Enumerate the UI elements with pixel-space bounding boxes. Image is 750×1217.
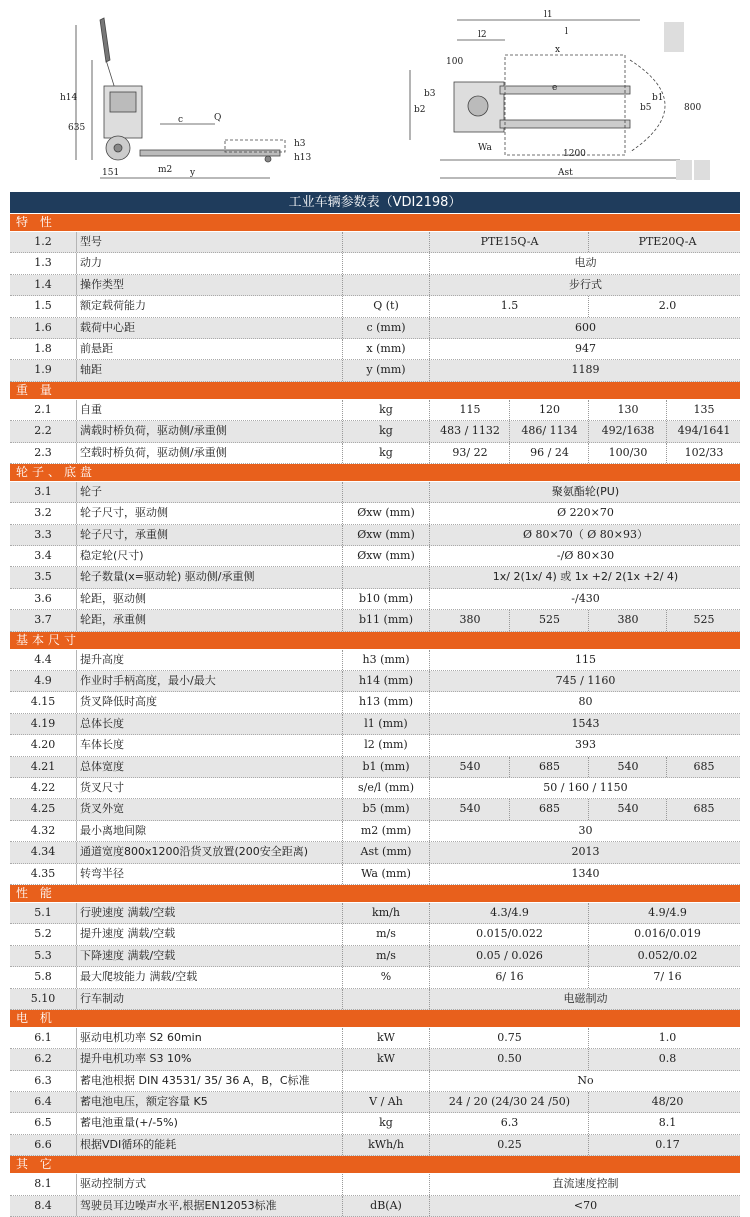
row-name: 提升速度 满载/空载	[80, 927, 176, 941]
row-unit: Wa (mm)	[342, 864, 430, 884]
row-value: 50 / 160 / 1150	[543, 780, 628, 794]
row-unit: s/e/l (mm)	[342, 778, 430, 798]
spec-row	[10, 400, 740, 421]
row-name: 货叉降低时高度	[80, 695, 157, 709]
top-view-drawing	[410, 20, 710, 180]
row-code: 5.8	[10, 967, 77, 987]
row-value: 1543	[571, 716, 600, 730]
row-unit: kg	[342, 1113, 430, 1133]
spec-row	[10, 1135, 740, 1156]
spec-row	[10, 360, 740, 381]
row-value: 1.0	[588, 1028, 746, 1048]
row-value: 600	[575, 320, 596, 334]
row-code: 1.6	[10, 318, 77, 338]
row-unit: h13 (mm)	[342, 692, 430, 712]
row-unit: Q (t)	[342, 296, 430, 316]
spec-row	[10, 903, 740, 924]
row-name: 满载时桥负荷，驱动侧/承重侧	[80, 424, 227, 438]
row-name: 提升电机功率 S3 10%	[80, 1052, 192, 1066]
row-value: 492/1638	[588, 421, 667, 441]
row-code: 5.1	[10, 903, 77, 923]
row-name: 行车制动	[80, 991, 124, 1005]
row-name: 作业时手柄高度，最小/最大	[80, 674, 216, 688]
row-code: 3.5	[10, 567, 77, 587]
spec-row	[10, 924, 740, 945]
spec-row	[10, 253, 740, 274]
row-unit: Øxw (mm)	[342, 546, 430, 566]
row-unit: V / Ah	[342, 1092, 430, 1112]
row-unit: m/s	[342, 924, 430, 944]
row-unit: l1 (mm)	[342, 714, 430, 734]
row-unit: b11 (mm)	[342, 610, 430, 630]
row-code: 6.4	[10, 1092, 77, 1112]
dim-label: 800	[684, 103, 702, 113]
spec-row	[10, 421, 740, 442]
row-value: 525	[666, 610, 741, 630]
dim-label: Q	[214, 113, 222, 123]
row-value: 494/1641	[666, 421, 741, 441]
dim-label: b3	[424, 89, 436, 99]
row-code: 4.9	[10, 671, 77, 691]
row-value: PTE15Q-A	[480, 235, 539, 248]
row-code: 1.8	[10, 339, 77, 359]
row-name: 轮距，驱动侧	[80, 591, 146, 605]
dim-label: y	[190, 168, 196, 178]
row-name: 驱动电机功率 S2 60min	[80, 1030, 202, 1044]
row-value: 0.8	[588, 1049, 746, 1069]
row-name: 轮距，承重侧	[80, 613, 146, 627]
row-code: 8.1	[10, 1174, 77, 1194]
row-name: 前悬距	[80, 341, 113, 355]
row-value: 0.05 / 0.026	[476, 948, 543, 962]
row-unit: kW	[342, 1028, 430, 1048]
row-value: No	[577, 1073, 594, 1087]
row-value: 483 / 1132	[440, 424, 500, 438]
section-header: 特 性	[10, 214, 740, 232]
row-value: 947	[575, 341, 596, 355]
row-code: 4.19	[10, 714, 77, 734]
row-code: 3.2	[10, 503, 77, 523]
row-value: Ø 220×70	[557, 506, 614, 520]
dim-label: b2	[414, 105, 426, 115]
row-value: 聚氨酯轮(PU)	[551, 484, 620, 498]
row-unit: h14 (mm)	[342, 671, 430, 691]
spec-row	[10, 546, 740, 567]
row-name: 载荷中心距	[80, 320, 135, 334]
row-value: 0.015/0.022	[476, 927, 543, 941]
row-unit	[342, 989, 430, 1009]
row-value: 102/33	[666, 443, 741, 463]
row-value: 48/20	[588, 1092, 746, 1112]
spec-row	[10, 1028, 740, 1049]
row-value: 393	[575, 738, 596, 752]
row-unit: Øxw (mm)	[342, 525, 430, 545]
row-value: 80	[578, 695, 593, 709]
row-code: 6.1	[10, 1028, 77, 1048]
spec-row	[10, 1049, 740, 1070]
row-value: 380	[459, 613, 481, 627]
row-value: 0.016/0.019	[588, 924, 746, 944]
row-name: 转弯半径	[80, 866, 124, 880]
row-name: 自重	[80, 402, 102, 416]
row-value: 0.052/0.02	[588, 946, 746, 966]
row-value: 93/ 22	[452, 445, 488, 459]
row-name: 蓄电池电压，额定容量 K5	[80, 1095, 208, 1109]
row-value: 525	[509, 610, 589, 630]
row-unit: dB(A)	[342, 1196, 430, 1216]
dim-label: b1	[652, 93, 664, 103]
spec-row	[10, 296, 740, 317]
row-code: 4.32	[10, 821, 77, 841]
row-code: 2.2	[10, 421, 77, 441]
row-name: 驱动控制方式	[80, 1177, 146, 1191]
row-value: 6/ 16	[495, 970, 524, 984]
spec-row	[10, 1071, 740, 1092]
row-code: 1.9	[10, 360, 77, 380]
spec-row	[10, 443, 740, 464]
row-unit: kW	[342, 1049, 430, 1069]
row-unit: km/h	[342, 903, 430, 923]
row-value: 100/30	[588, 443, 667, 463]
row-value: 540	[588, 757, 667, 777]
row-value: 6.3	[500, 1116, 519, 1130]
row-value: -/Ø 80×30	[556, 549, 615, 563]
row-value: 0.75	[497, 1030, 522, 1044]
row-code: 1.2	[10, 232, 77, 252]
row-code: 4.25	[10, 799, 77, 819]
row-name: 货叉外宽	[80, 802, 124, 816]
row-code: 5.2	[10, 924, 77, 944]
row-name: 蓄电池根据 DIN 43531/ 35/ 36 A，B，C标准	[80, 1073, 310, 1087]
row-unit	[342, 567, 430, 587]
row-code: 4.34	[10, 842, 77, 862]
spec-row	[10, 1174, 740, 1195]
row-value: 120	[509, 400, 589, 420]
spec-row	[10, 232, 740, 253]
row-unit: kg	[342, 443, 430, 463]
dim-label: h14	[60, 93, 78, 103]
dim-label: c	[178, 115, 184, 125]
row-value: Ø 80×70（ Ø 80×93）	[523, 527, 648, 541]
row-value: 2013	[571, 845, 600, 859]
row-unit: b5 (mm)	[342, 799, 430, 819]
row-name: 型号	[80, 235, 102, 248]
row-unit	[342, 482, 430, 502]
row-name: 提升高度	[80, 652, 124, 666]
row-unit: c (mm)	[342, 318, 430, 338]
row-value: <70	[573, 1198, 598, 1212]
dim-label: l2	[478, 30, 487, 40]
row-code: 5.3	[10, 946, 77, 966]
row-unit: b1 (mm)	[342, 757, 430, 777]
row-name: 驾驶员耳边噪声水平,根据EN12053标准	[80, 1198, 277, 1212]
spec-table	[10, 214, 740, 1217]
row-unit: m2 (mm)	[342, 821, 430, 841]
row-code: 1.4	[10, 275, 77, 295]
spec-row	[10, 275, 740, 296]
row-value: 4.3/4.9	[490, 905, 529, 919]
spec-row	[10, 799, 740, 820]
dim-label: m2	[158, 165, 173, 175]
row-name: 货叉尺寸	[80, 780, 124, 794]
spec-row	[10, 842, 740, 863]
row-value: 4.9/4.9	[588, 903, 746, 923]
row-unit	[342, 1174, 430, 1194]
section-header: 其 它	[10, 1156, 740, 1174]
dim-label: e	[552, 83, 558, 93]
row-value: 1340	[571, 866, 600, 880]
row-name: 轮子数量(x=驱动轮) 驱动侧/承重侧	[80, 570, 255, 584]
spec-row	[10, 714, 740, 735]
row-value: 380	[588, 610, 667, 630]
spec-row	[10, 589, 740, 610]
row-name: 轮子尺寸，承重侧	[80, 527, 168, 541]
row-value: 步行式	[569, 277, 602, 291]
row-name: 行驶速度 满载/空载	[80, 905, 176, 919]
row-name: 操作类型	[80, 277, 124, 291]
section-header: 性 能	[10, 885, 740, 903]
row-value: 7/ 16	[588, 967, 746, 987]
row-name: 稳定轮(尺寸)	[80, 549, 144, 563]
row-value: 685	[666, 799, 741, 819]
row-value: -/430	[571, 591, 600, 605]
row-value: 486/ 1134	[509, 421, 589, 441]
row-unit: l2 (mm)	[342, 735, 430, 755]
row-value: 745 / 1160	[555, 674, 616, 688]
section-header: 重 量	[10, 382, 740, 400]
dim-label: l1	[544, 10, 553, 20]
row-code: 6.5	[10, 1113, 77, 1133]
row-code: 2.3	[10, 443, 77, 463]
row-value: 685	[509, 757, 589, 777]
row-value: 540	[588, 799, 667, 819]
dim-label: h13	[294, 153, 312, 163]
row-unit: Øxw (mm)	[342, 503, 430, 523]
row-code: 2.1	[10, 400, 77, 420]
row-value: 2.0	[588, 296, 746, 316]
spec-row	[10, 821, 740, 842]
row-unit: kWh/h	[342, 1135, 430, 1155]
row-unit: m/s	[342, 946, 430, 966]
row-value: 540	[459, 759, 481, 773]
row-value: 8.1	[588, 1113, 746, 1133]
row-value: 30	[578, 823, 593, 837]
dim-label: b5	[640, 103, 652, 113]
row-unit: %	[342, 967, 430, 987]
spec-row	[10, 650, 740, 671]
spec-row	[10, 339, 740, 360]
row-name: 空载时桥负荷，驱动侧/承重侧	[80, 445, 227, 459]
row-unit: y (mm)	[342, 360, 430, 380]
row-code: 6.2	[10, 1049, 77, 1069]
spec-row	[10, 610, 740, 631]
row-code: 4.35	[10, 864, 77, 884]
row-name: 轮子尺寸，驱动侧	[80, 506, 168, 520]
dim-label: 1200	[563, 149, 586, 159]
row-value: 96 / 24	[509, 443, 589, 463]
row-unit	[342, 232, 430, 252]
row-name: 最小离地间隙	[80, 823, 146, 837]
spec-row	[10, 482, 740, 503]
row-code: 6.6	[10, 1135, 77, 1155]
spec-row	[10, 967, 740, 988]
row-name: 总体长度	[80, 716, 124, 730]
row-value: 0.50	[497, 1052, 522, 1066]
row-unit	[342, 1071, 430, 1091]
spec-row	[10, 757, 740, 778]
row-code: 8.4	[10, 1196, 77, 1216]
row-name: 通道宽度800x1200沿货叉放置(200安全距离)	[80, 845, 309, 859]
row-name: 轮子	[80, 484, 102, 498]
row-unit: kg	[342, 421, 430, 441]
row-name: 车体长度	[80, 738, 124, 752]
spec-row	[10, 1092, 740, 1113]
dim-label: l	[565, 27, 568, 37]
row-unit: x (mm)	[342, 339, 430, 359]
row-value: 115	[459, 402, 481, 416]
row-code: 5.10	[10, 989, 77, 1009]
row-value: 685	[666, 757, 741, 777]
spec-row	[10, 778, 740, 799]
row-value: 24 / 20 (24/30 24 /50)	[448, 1095, 571, 1109]
dim-label: 635	[68, 123, 86, 133]
row-code: 4.22	[10, 778, 77, 798]
row-unit	[342, 253, 430, 273]
row-code: 1.3	[10, 253, 77, 273]
row-unit: b10 (mm)	[342, 589, 430, 609]
row-code: 3.1	[10, 482, 77, 502]
dim-label: h3	[294, 139, 306, 149]
row-value: 1.5	[500, 299, 519, 313]
row-unit: kg	[342, 400, 430, 420]
section-header: 电 机	[10, 1010, 740, 1028]
row-name: 额定载荷能力	[80, 299, 146, 313]
spec-row	[10, 1113, 740, 1134]
spec-row	[10, 525, 740, 546]
row-value: 直流速度控制	[552, 1177, 619, 1191]
row-name: 根据VDI循环的能耗	[80, 1137, 177, 1151]
row-value: 135	[666, 400, 741, 420]
spec-row	[10, 318, 740, 339]
spec-row	[10, 735, 740, 756]
dim-label: 100	[446, 57, 464, 67]
row-code: 1.5	[10, 296, 77, 316]
row-code: 4.20	[10, 735, 77, 755]
side-view-drawing	[76, 18, 285, 178]
row-value: 电动	[574, 256, 597, 270]
row-name: 动力	[80, 256, 102, 270]
row-code: 3.6	[10, 589, 77, 609]
dim-label: Wa	[478, 143, 492, 153]
row-name: 轴距	[80, 363, 102, 377]
row-value: 0.17	[588, 1135, 746, 1155]
row-code: 4.15	[10, 692, 77, 712]
row-code: 4.4	[10, 650, 77, 670]
spec-row	[10, 864, 740, 885]
dim-label: Ast	[558, 168, 573, 178]
row-name: 蓄电池重量(+/-5%)	[80, 1116, 178, 1130]
row-value: 130	[588, 400, 667, 420]
row-code: 6.3	[10, 1071, 77, 1091]
row-unit: h3 (mm)	[342, 650, 430, 670]
row-code: 3.3	[10, 525, 77, 545]
row-value: 115	[575, 652, 596, 666]
spec-table-title: 工业车辆参数表（VDI2198）	[10, 192, 740, 213]
spec-row	[10, 503, 740, 524]
row-name: 下降速度 满载/空载	[80, 948, 176, 962]
row-name: 最大爬坡能力 满载/空载	[80, 970, 198, 984]
dim-label: x	[555, 45, 561, 55]
row-code: 4.21	[10, 757, 77, 777]
spec-row	[10, 946, 740, 967]
spec-row	[10, 692, 740, 713]
spec-row	[10, 567, 740, 588]
row-value: PTE20Q-A	[588, 232, 746, 252]
row-value: 0.25	[497, 1137, 522, 1151]
row-value: 电磁制动	[563, 991, 608, 1005]
row-value: 540	[459, 802, 481, 816]
row-value: 1189	[571, 363, 600, 377]
row-code: 3.4	[10, 546, 77, 566]
spec-row	[10, 671, 740, 692]
technical-drawings	[0, 0, 750, 190]
dim-label: 151	[102, 168, 120, 178]
row-value: 685	[509, 799, 589, 819]
spec-row	[10, 1196, 740, 1217]
row-code: 3.7	[10, 610, 77, 630]
row-unit	[342, 275, 430, 295]
section-header: 基本尺寸	[10, 632, 740, 650]
row-value: 1x/ 2(1x/ 4) 或 1x +2/ 2(1x +2/ 4)	[492, 570, 679, 584]
spec-row	[10, 989, 740, 1010]
row-name: 总体宽度	[80, 759, 124, 773]
row-unit: Ast (mm)	[342, 842, 430, 862]
section-header: 轮子、底盘	[10, 464, 740, 482]
